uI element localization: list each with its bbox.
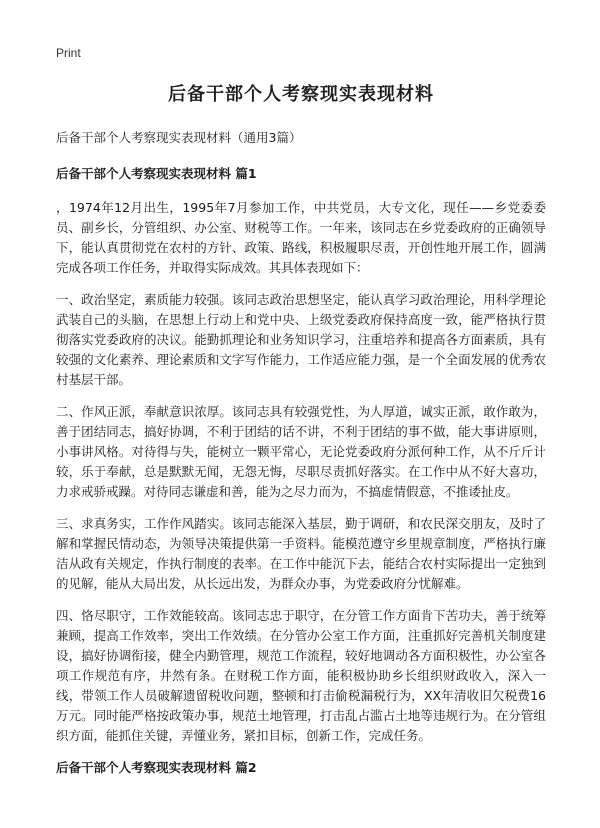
print-link[interactable]: Print <box>56 46 81 60</box>
section-heading-1: 后备干部个人考察现实表现材料 篇1 <box>56 166 257 181</box>
paragraph-point-3: 三、求真务实，工作作风踏实。该同志能深入基层，勤于调研，和农民深交朋友，及时了解和掌握民情动态，为领导决策提供第一手资料。能模范遵守乡里规章制度，严格执行廉洁从政有关规定，作执行制度的表率。在工作中能沉下去，能结合农村实际提出一定独到的见解，能从大局出发，从长远出发，为群众办事，为党委政府分忧解难。 <box>56 516 546 591</box>
document-subtitle: 后备干部个人考察现实表现材料（通用3篇） <box>56 130 302 145</box>
document-body <box>56 80 546 792</box>
paragraph-point-4: 四、恪尽职守，工作效能较高。该同志忠于职守，在分管工作方面肯下苦功夫，善于统筹兼顾，提高工作效率，突出工作效绩。在分管办公室工作方面，注重抓好完善机关制度建设，搞好协调衔接，健全内勤管理，规范工作流程，较好地调动各方面积极性，办公室各项工作规范有序，井然有条。在财税工作方面，能积极协助乡长组织财政收入，深入一线，带领工作人员破解遗留税收问题，整顿和打击偷税漏税行为，XX年清收旧欠税费16万元。同时能严格按政策办事，规范土地管理，打击乱占滥占土地等违规行为。在分管组织方面，能抓住关键，弄懂业务，紧扣目标，创新工作，完成任务。 <box>56 608 546 743</box>
paragraph-intro: ，1974年12月出生，1995年7月参加工作，中共党员，大专文化，现任——乡党委委员、副乡长，分管组织、办公室、财税等工作。一年来，该同志在乡党委政府的正确领导下，能认真贯彻党在农村的方针、政策、路线，积极履职尽责，开创性地开展工作，圆满完成各项工作任务，并取得实际成效。其具体表现如下： <box>56 200 546 275</box>
document-title: 后备干部个人考察现实表现材料 <box>168 84 434 105</box>
section-heading-2: 后备干部个人考察现实表现材料 篇2 <box>56 760 257 775</box>
paragraph-point-2: 二、作风正派，奉献意识浓厚。该同志具有较强党性，为人厚道，诚实正派，敢作敢为，善于团结同志，搞好协调，不利于团结的话不讲，不利于团结的事不做，能大事讲原则，小事讲风格。对待得与失，能树立一颗平常心，无论党委政府分派何种工作，从不斤斤计较，乐于奉献，总是默默无闻，无怨无悔，尽职尽责抓好落实。在工作中从不好大喜功，力求戒骄戒躁。对待同志谦虚和善，能为之尽力而为，不搞虚情假意，不推诿扯皮。 <box>56 404 546 499</box>
paragraph-point-1: 一、政治坚定，素质能力较强。该同志政治思想坚定，能认真学习政治理论，用科学理论武装自己的头脑，在思想上行动上和党中央、上级党委政府保持高度一致，能严格执行贯彻落实党委政府的决议。能勤抓理论和业务知识学习，注重培养和提高各方面素质，具有较强的文化素养、理论素质和文字写作能力，工作适应能力强，是一个全面发展的优秀农村基层干部。 <box>56 292 546 387</box>
